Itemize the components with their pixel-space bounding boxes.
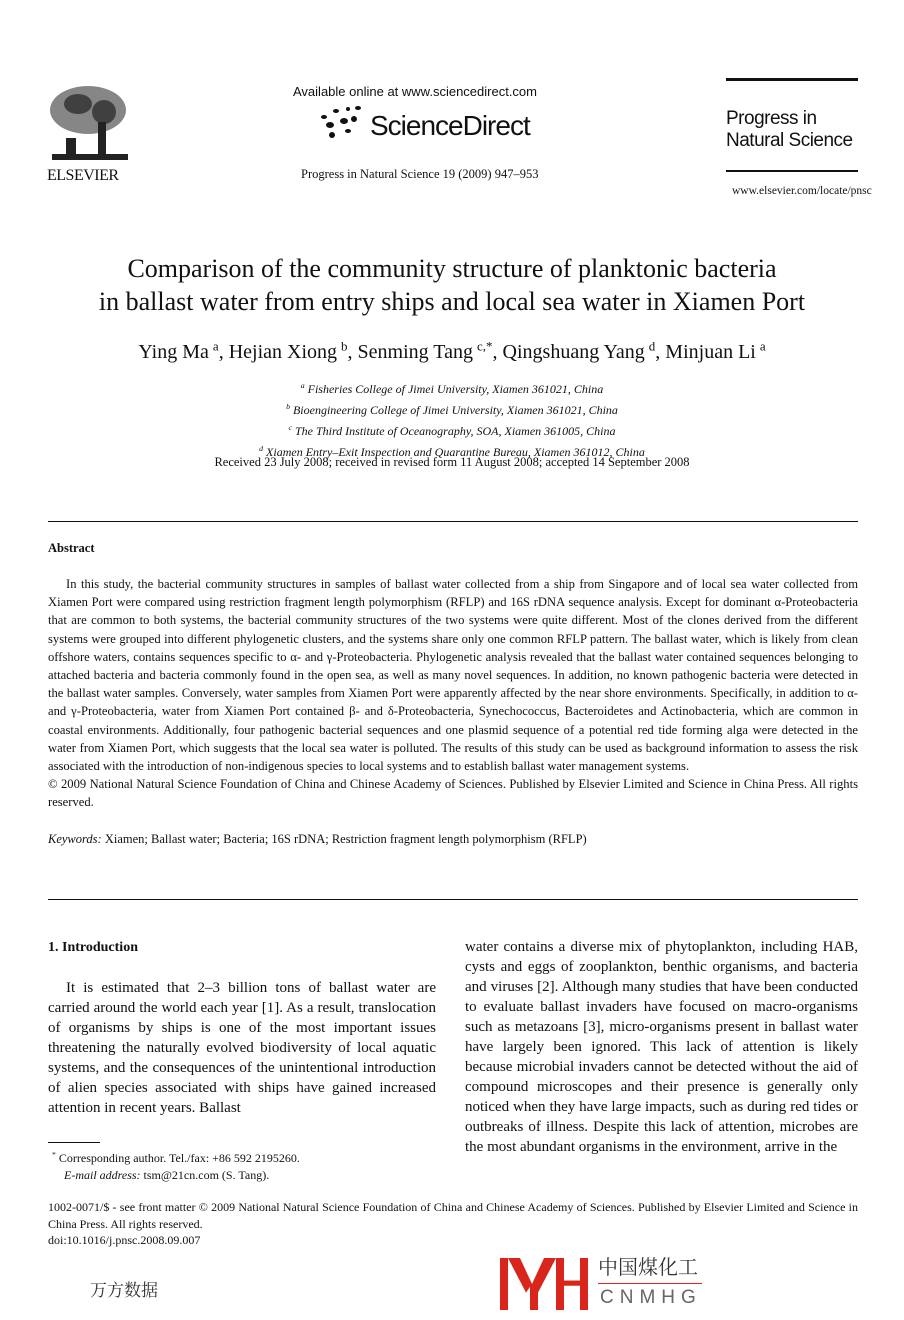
abstract-heading: Abstract — [48, 541, 95, 555]
watermark-latin: CNMHG — [600, 1287, 702, 1308]
affiliations — [0, 377, 904, 461]
cnmhg-watermark-logo — [500, 1258, 588, 1310]
affiliation-mark: d — [259, 444, 264, 453]
publisher-name: ELSEVIER — [47, 167, 119, 184]
email-label: E-mail address: — [64, 1168, 141, 1182]
journal-name-line1: Progress in — [726, 108, 817, 129]
divider — [48, 521, 858, 522]
header-rule — [726, 170, 858, 172]
issn-notice: 1002-0071/$ - see front matter © 2009 National Natural Science Foundation of China and Chinese Academy of Sciences. Published by Elsevier Limited and Science in China Press. All rights reserved. — [48, 1200, 858, 1231]
copyright-notice: © 2009 National Natural Science Foundation of China and Chinese Academy of Sciences. Published by Elsevier Limited and Science in China Press. All rights reserved. — [48, 777, 858, 810]
sciencedirect-dots-icon — [318, 105, 364, 139]
header-rule — [726, 78, 858, 81]
affiliation — [0, 377, 904, 398]
author-affiliation-mark: c,* — [477, 338, 493, 353]
author — [665, 338, 766, 363]
affiliation-mark: b — [286, 402, 290, 411]
author-name: Minjuan Li — [665, 340, 756, 363]
title-line-1: Comparison of the community structure of planktonic bacteria — [127, 254, 777, 283]
sciencedirect-logo-text: ScienceDirect — [370, 110, 530, 141]
author-affiliation-mark: b — [341, 338, 348, 353]
journal-name-line2: Natural Science — [726, 130, 853, 151]
abstract-block — [48, 575, 858, 848]
paper-title — [0, 252, 904, 318]
watermark-chinese: 中国煤化工 — [598, 1257, 698, 1279]
elsevier-tree-logo — [48, 82, 130, 164]
author-name: Hejian Xiong — [228, 340, 338, 363]
affiliation — [0, 398, 904, 419]
abstract-text: In this study, the bacterial community structures in samples of ballast water collected from a ship from Singapore and of local sea water collected from Xiamen Port were compared using restriction fragment length polymorphism (RFLP) and 16S rDNA sequence analysis. Except for dominant α-Proteobacteria that are common to both systems, the bacterial community structures of the two systems were quite different. Most of the clones derived from the different systems were grouped into different phylogenetic clusters, and the systems share only one common RFLP pattern. The ballast water, which is likely from clean offshore waters, contains sequences specific to α- and γ-Proteobacteria. Phylogenetic analysis revealed that the ballast water contained sequences belonging to attached bacteria and bacteria commonly found in the open sea, as well as many novel sequences. In addition, no known pathogenic bacteria were detected in the ballast water samples. Conversely, water samples from Xiamen Port were apparently affected by the near shore environments. Specifically, in addition to α- and γ-Proteobacteria, water from Xiamen Port contained β- and δ-Proteobacteria, Synechococcus, Bacteroidetes and Actinobacteria, which are common in coastal environments. Additionally, four pathogenic bacterial sequences and one plasmid sequence of a potential red tide forming alga were detected in the water from Xiamen Port, which suggests that the local sea water is polluted. The results of this study can be used as background information to assess the risk associated with the introduction of non-indigenous species to local systems and to establish ballast water management systems. — [48, 577, 858, 774]
journal-name — [726, 108, 853, 152]
affiliation-mark: a — [300, 381, 305, 390]
affiliation-mark: c — [288, 423, 292, 432]
author-name: Qingshuang Yang — [502, 340, 645, 363]
author-name: Ying Ma — [138, 340, 209, 363]
section-heading: 1. Introduction — [48, 940, 138, 955]
corresponding-author: Corresponding author. Tel./fax: +86 592 2195260. — [58, 1151, 300, 1165]
intro-left-column: It is estimated that 2–3 billion tons of ballast water are carried around the world each year [1]. As a result, translocation of organisms by ships is one of the most important issues threatening the naturally evolved biodiversity of local aquatic systems, and the consequences of the unintentional introduction of alien species associated with ships have gained increased attention in recent years. Ballast — [48, 980, 436, 1116]
keywords — [48, 830, 858, 848]
author-list — [0, 338, 904, 364]
author-affiliation-mark: d — [648, 338, 656, 353]
doi[interactable]: doi:10.1016/j.pnsc.2008.09.007 — [48, 1233, 201, 1247]
author: Qingshuang Yang $^d$, — [502, 338, 666, 363]
affiliation-text: The Third Institute of Oceanography, SOA, Xiamen 361005, China — [294, 424, 616, 438]
intro-right-column: water contains a diverse mix of phytoplankton, including HAB, cysts and eggs of zooplankton, benthic organisms, and bacteria and viruses [2]. Although many studies that have been conducted to evaluate ballast invaders have focused on macro-organisms such as metazoans [3], micro-organisms present in ballast water have largely been ignored. This lack of attention is likely because microbial invaders cannot be detected without the aid of compound microscopes and their presence is generally only noticed when they have large impacts, such as during red tides or outbreaks of illness. Despite this lack of attention, microbes are the most abundant organisms in the environment, arrive in the — [465, 939, 858, 1155]
watermark-rule — [598, 1283, 702, 1284]
author: Ying Ma $^a$, — [138, 338, 229, 363]
title-line-2: in ballast water from entry ships and local sea water in Xiamen Port — [98, 287, 806, 316]
divider — [48, 899, 858, 900]
affiliation — [0, 419, 904, 440]
affiliation-text: Fisheries College of Jimei University, Xiamen 361021, China — [307, 382, 604, 396]
journal-citation: Progress in Natural Science 19 (2009) 947–953 — [301, 167, 539, 181]
wanfang-watermark: 万方数据 — [90, 1281, 158, 1300]
affiliation-text: Bioengineering College of Jimei University, Xiamen 361021, China — [292, 403, 618, 417]
keywords-list: Xiamen; Ballast water; Bacteria; 16S rDNA; Restriction fragment length polymorphism (RFLP) — [104, 831, 587, 846]
author-affiliation-mark: a — [759, 338, 766, 353]
keywords-label: Keywords: — [48, 831, 102, 846]
email-address[interactable]: tsm@21cn.com (S. Tang). — [143, 1168, 270, 1182]
journal-url[interactable]: www.elsevier.com/locate/pnsc — [732, 185, 872, 197]
author-affiliation-mark: a — [212, 338, 219, 353]
footnote-rule — [48, 1142, 100, 1143]
received-dates: Received 23 July 2008; received in revised form 11 August 2008; accepted 14 September 2008 — [214, 455, 690, 469]
author: Hejian Xiong $^b$, — [228, 338, 358, 363]
affiliation-text: Xiamen Entry–Exit Inspection and Quarantine Bureau, Xiamen 361012, China — [266, 445, 645, 459]
available-online: Available online at www.sciencedirect.com — [293, 84, 537, 99]
author: Senming Tang $^{c,*}$, — [357, 338, 503, 363]
footnotes: * Corresponding author. Tel./fax: +86 592 2195260. E-mail address: tsm@21cn.com (S. Tang). — [52, 1150, 300, 1182]
author-name: Senming Tang — [357, 340, 473, 363]
